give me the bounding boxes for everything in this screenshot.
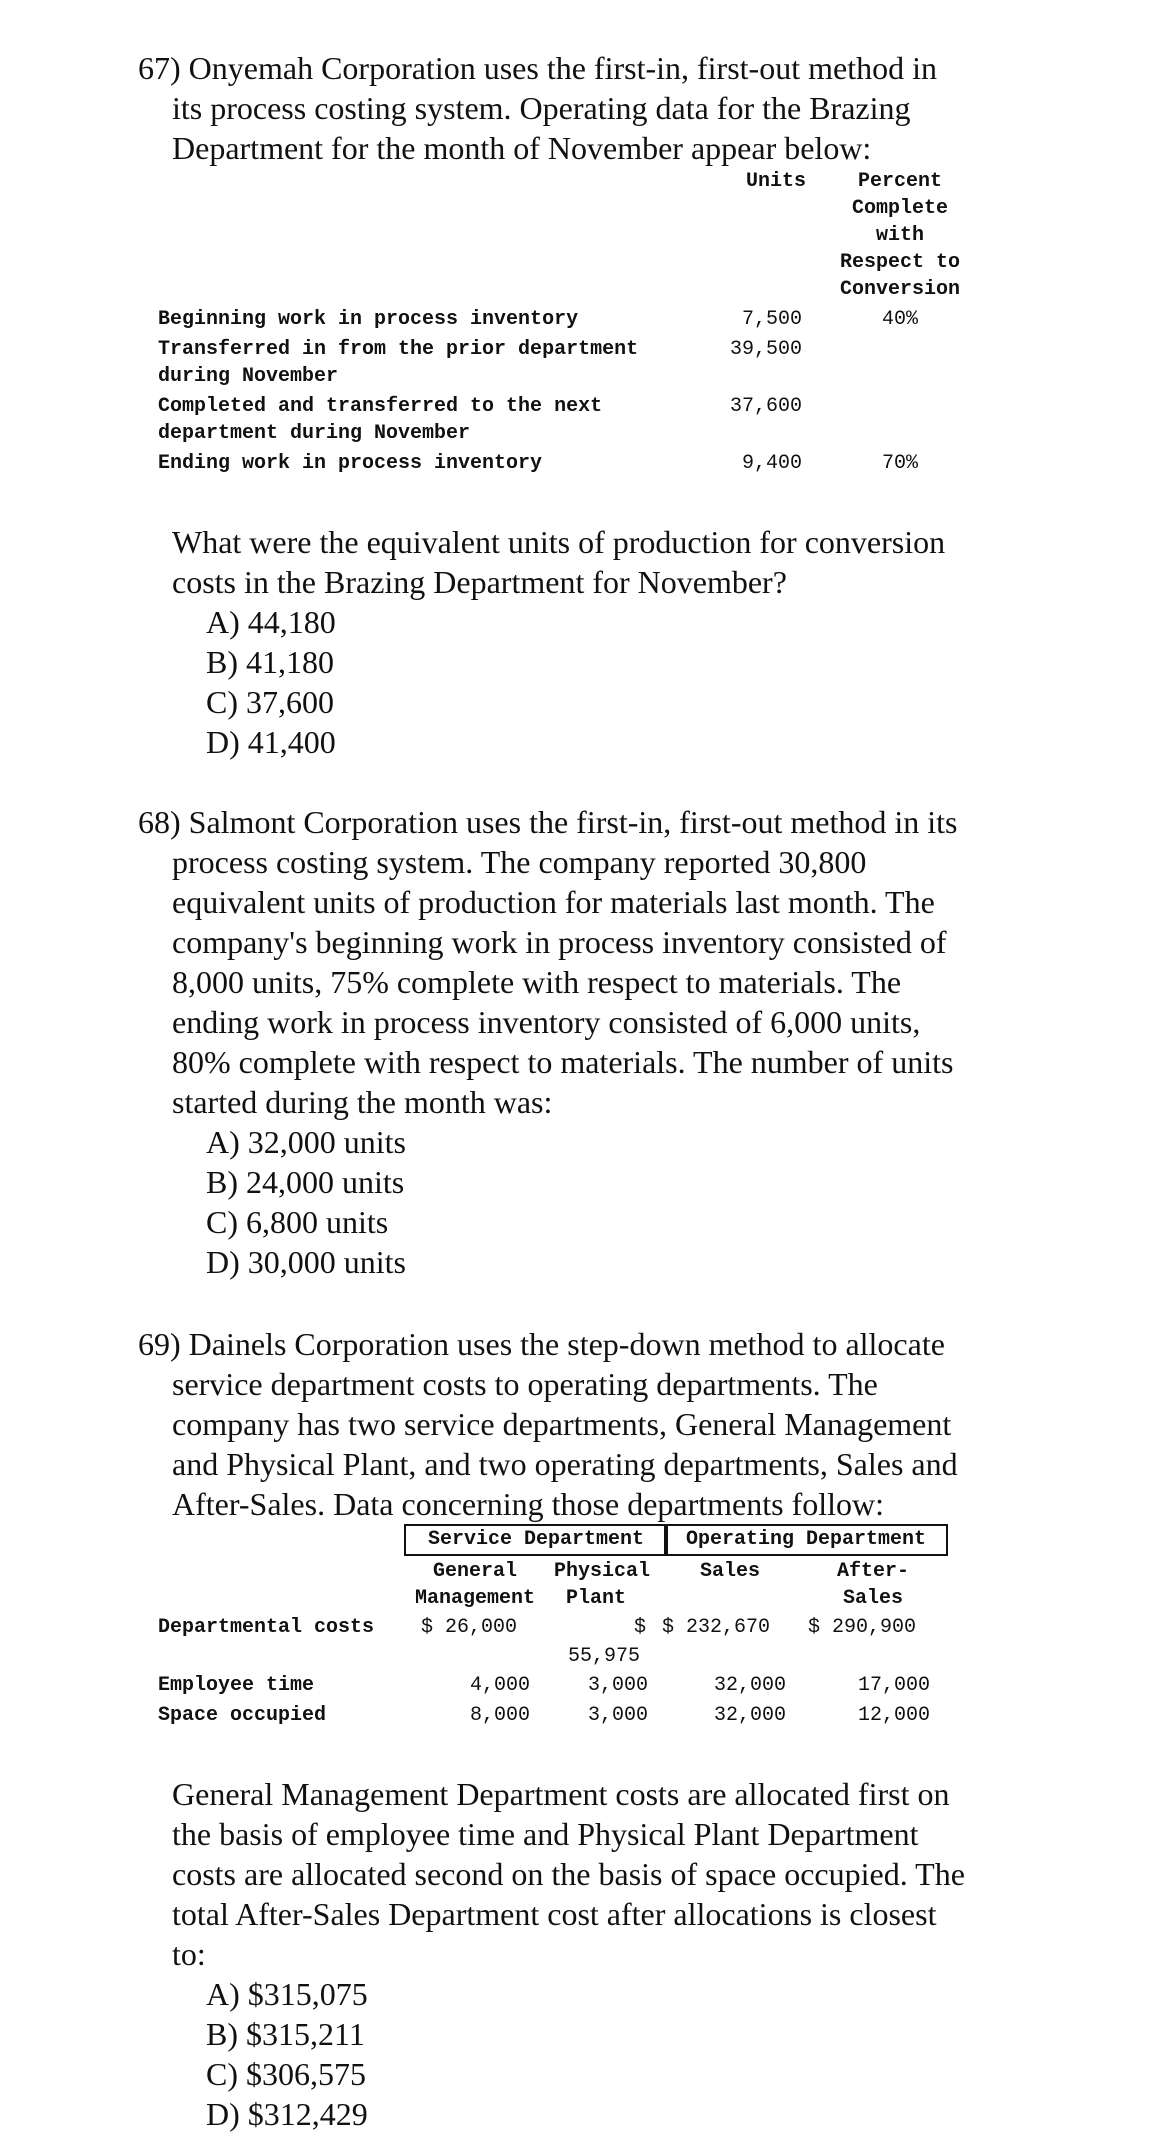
- row-percent: 70%: [881, 452, 918, 475]
- row-label: Space occupied: [158, 1704, 327, 1727]
- row-units: 9,400: [741, 452, 802, 475]
- cell-general: $ 26,000: [421, 1616, 518, 1639]
- row-label: Departmental costs: [158, 1616, 375, 1639]
- col-header-general: General: [432, 1560, 517, 1583]
- cell-general: 4,000: [469, 1674, 530, 1697]
- row-label-cont: department during November: [158, 422, 471, 445]
- row-label: Transferred in from the prior department: [158, 338, 639, 361]
- q67-col-percent-header-4: Respect to: [839, 251, 961, 274]
- answer-choice-b[interactable]: B) $315,211: [206, 2016, 365, 2052]
- q69-line-5: After-Sales. Data concerning those departments follow:: [172, 1486, 885, 1522]
- cell-sales: 32,000: [713, 1674, 786, 1697]
- answer-choice-b[interactable]: B) 24,000 units: [206, 1164, 405, 1200]
- q68-line-2: process costing system. The company reported 30,800: [172, 844, 867, 880]
- cell-after: $ 290,900: [808, 1616, 917, 1639]
- row-units: 39,500: [729, 338, 802, 361]
- row-units: 7,500: [741, 308, 802, 331]
- q67-col-percent-header-2: Complete: [851, 197, 948, 220]
- q68-line-5: 8,000 units, 75% complete with respect to materials. The: [172, 964, 902, 1000]
- q68-line-8: started during the month was:: [172, 1084, 553, 1120]
- cell-general: 8,000: [469, 1704, 530, 1727]
- cell-physical-dollar: $: [634, 1616, 647, 1639]
- answer-choice-d[interactable]: D) 41,400: [206, 724, 336, 760]
- q67-line-3: Department for the month of November appear below:: [172, 130, 872, 166]
- answer-choice-c[interactable]: C) $306,575: [206, 2056, 366, 2092]
- q69-question-line-2: the basis of employee time and Physical Plant Department: [172, 1816, 919, 1852]
- q67-question-line-2: costs in the Brazing Department for November?: [172, 564, 787, 600]
- cell-physical: 3,000: [587, 1704, 648, 1727]
- q69-line-3: company has two service departments, General Management: [172, 1406, 952, 1442]
- q69-question-line-3: costs are allocated second on the basis of space occupied. The: [172, 1856, 965, 1892]
- col-header-physical-2: Plant: [566, 1587, 627, 1610]
- col-header-after-2: Sales: [842, 1587, 903, 1610]
- q69-question-line-4: total After-Sales Department cost after allocations is closest: [172, 1896, 937, 1932]
- q67-line-2: its process costing system. Operating data for the Brazing: [172, 90, 911, 126]
- q67-line-1: 67) Onyemah Corporation uses the first-in, first-out method in: [138, 50, 937, 86]
- answer-choice-a[interactable]: A) $315,075: [206, 1976, 368, 2012]
- q68-line-1: 68) Salmont Corporation uses the first-in, first-out method in its: [138, 804, 958, 840]
- row-label: Completed and transferred to the next: [158, 395, 603, 418]
- row-label: Beginning work in process inventory: [158, 308, 579, 331]
- answer-choice-a[interactable]: A) 44,180: [206, 604, 336, 640]
- col-header-physical: Physical: [553, 1560, 650, 1583]
- cell-physical: 55,975: [568, 1645, 641, 1668]
- cell-sales: $ 232,670: [662, 1616, 771, 1639]
- q68-line-6: ending work in process inventory consisted of 6,000 units,: [172, 1004, 921, 1040]
- q67-col-percent-header-3: with: [875, 224, 924, 247]
- col-header-sales: Sales: [699, 1560, 760, 1583]
- group-header-service: Service Department: [404, 1524, 668, 1556]
- answer-choice-a[interactable]: A) 32,000 units: [206, 1124, 406, 1160]
- answer-choice-b[interactable]: B) 41,180: [206, 644, 334, 680]
- q69-question-line-5: to:: [172, 1936, 206, 1972]
- q67-question-line-1: What were the equivalent units of production for conversion: [172, 524, 946, 560]
- q68-line-7: 80% complete with respect to materials. The number of units: [172, 1044, 954, 1080]
- answer-choice-c[interactable]: C) 37,600: [206, 684, 334, 720]
- group-header-operating: Operating Department: [664, 1524, 948, 1556]
- q69-line-1: 69) Dainels Corporation uses the step-down method to allocate: [138, 1326, 945, 1362]
- q69-line-2: service department costs to operating departments. The: [172, 1366, 878, 1402]
- row-label-cont: during November: [158, 365, 339, 388]
- col-header-general-2: Management: [414, 1587, 536, 1610]
- row-label: Ending work in process inventory: [158, 452, 543, 475]
- cell-physical: 3,000: [587, 1674, 648, 1697]
- q69-question-line-1: General Management Department costs are allocated first on: [172, 1776, 950, 1812]
- q67-col-percent-header-1: Percent: [857, 170, 942, 193]
- answer-choice-c[interactable]: C) 6,800 units: [206, 1204, 389, 1240]
- cell-sales: 32,000: [713, 1704, 786, 1727]
- answer-choice-d[interactable]: D) 30,000 units: [206, 1244, 406, 1280]
- col-header-after: After-: [836, 1560, 909, 1583]
- row-units: 37,600: [729, 395, 802, 418]
- row-percent: 40%: [881, 308, 918, 331]
- answer-choice-d[interactable]: D) $312,429: [206, 2096, 368, 2132]
- cell-after: 12,000: [857, 1704, 930, 1727]
- q67-col-percent-header-5: Conversion: [839, 278, 961, 301]
- q68-line-3: equivalent units of production for materials last month. The: [172, 884, 935, 920]
- q69-line-4: and Physical Plant, and two operating departments, Sales and: [172, 1446, 958, 1482]
- q67-col-units-header: Units: [745, 170, 806, 193]
- q68-line-4: company's beginning work in process inventory consisted of: [172, 924, 947, 960]
- cell-after: 17,000: [857, 1674, 930, 1697]
- row-label: Employee time: [158, 1674, 315, 1697]
